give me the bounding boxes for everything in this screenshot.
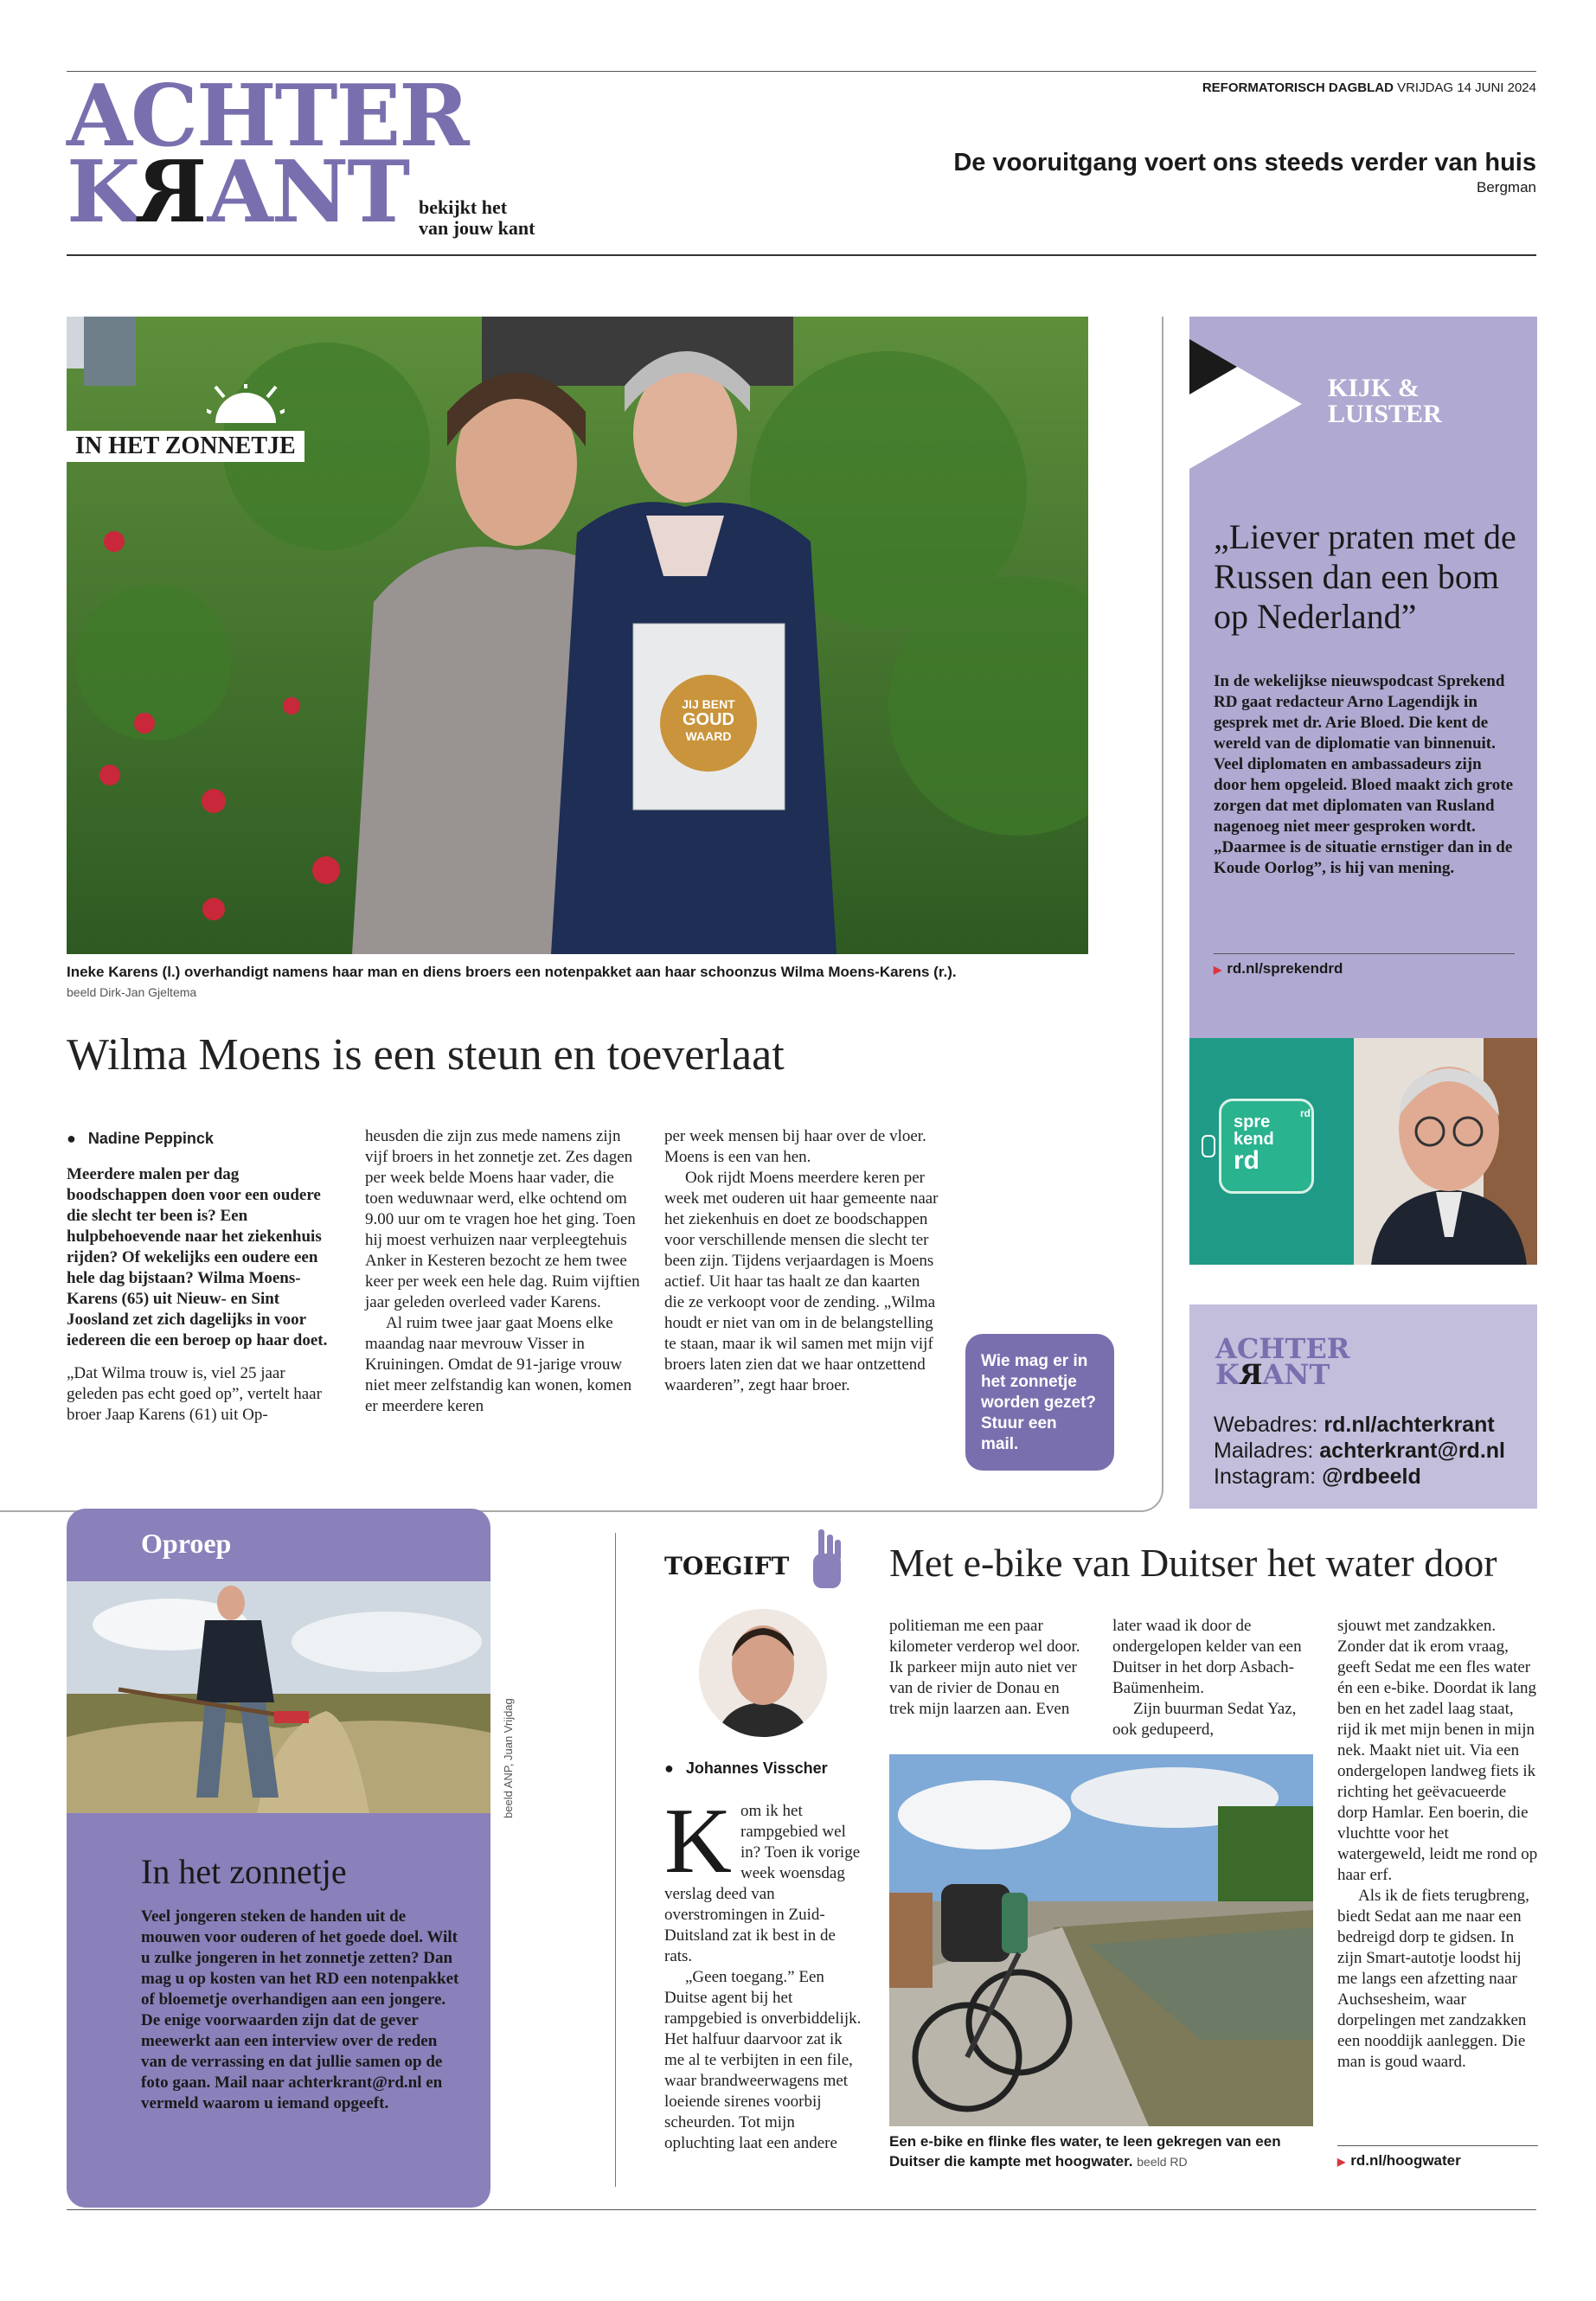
toegift-col-2 [889,1616,1081,1720]
insta-label: Instagram: [1214,1465,1317,1489]
main-author: ● Nadine Peppinck [67,1130,214,1147]
podcast-image [1189,1038,1537,1265]
contact-logo-2: KRANT [1215,1358,1330,1391]
hoogwater-link-text: rd.nl/hoogwater [1350,2152,1461,2169]
ebike-caption-text: Een e-bike en flinke fles water, te leen gekregen van een Duitser die kampte met hoogwater. [889,2133,1281,2170]
insta-value[interactable]: @rdbeeld [1322,1465,1421,1489]
podcast-guest-photo [1354,1038,1537,1265]
oproep-title: In het zonnetje [141,1852,347,1891]
podcast-logo-1: spre [1234,1112,1271,1131]
mail-label: Mailadres: [1214,1439,1314,1463]
callout-box[interactable] [965,1334,1114,1471]
main-col2-p1: heusden die zijn zus mede namens zijn vijf broers in het zonnetje zet. Zes dagen per week belde Moens haar vader, die toen weduwnaar werd, elke ochtend om 9.00 uur om te vragen hoe het ging. Toen hij moest verhuizen naar verpleegtehuis Anker in Kesteren bezocht ze hem twee keer per week een hele dag. Ruim vijftien jaar geleden overleed vader Karens. [365,1127,640,1311]
thumbs-up-icon [808,1529,846,1590]
toegift-dropcap: K [664,1790,732,1893]
paper-dateline [1202,80,1536,95]
bag-label [672,697,745,743]
mail-value[interactable]: achterkrant@rd.nl [1319,1439,1505,1463]
toegift-col2-text: politieman me een paar kilometer verderop wel door. Ik parkeer mijn auto niet ver van de rivier de Donau en trek mijn laarzen aan. Even [889,1617,1080,1718]
author-avatar [699,1609,827,1737]
paper-name: REFORMATORISCH DAGBLAD [1202,80,1394,95]
contact-logo [1215,1332,1350,1391]
main-col-2 [365,1126,644,1417]
bag-text-3: WAARD [685,729,732,743]
main-col3-p1: per week mensen bij haar over de vloer. Moens is een van hen. [664,1127,926,1166]
bag-text-1: JIJ BENT [682,697,735,711]
kijk-label-2: LUISTER [1328,400,1442,428]
main-col-1 [67,1128,335,1426]
oproep-photo [67,1581,490,1813]
toegift-headline: Met e-bike van Duitser het water door [889,1541,1497,1585]
paper-date: VRIJDAG 14 JUNI 2024 [1397,80,1536,95]
toegift-col4-p1: sjouwt met zandzakken. Zonder dat ik erom vraag, geeft Sedat me een fles water én een e-bike. Doordat ik lang ben en het zadel laag staat, rijd ik met mijn benen in mijn nek. Maakt niet uit. Via een ondergelopen landweg fiets ik richting het geëvacueerde dorp Hamlar. Een boerin, die vluchtte voor het watergeweld, leidt me rond op haar erf. [1337,1617,1538,1884]
main-headline: Wilma Moens is een steun en toeverlaat [67,1030,785,1080]
oproep-photo-graphic [67,1581,490,1813]
toegift-author-name: Johannes Visscher [685,1759,828,1777]
main-col-3 [664,1126,939,1396]
ebike-caption-credit: beeld RD [1137,2155,1188,2169]
play-icon [1189,339,1311,469]
masthead-quote-author: Bergman [1477,179,1536,195]
ebike-photo-graphic [889,1754,1313,2126]
toegift-col3-p2: Zijn buurman Sedat Yaz, ook gedupeerd, [1112,1700,1297,1739]
kijk-label-1: KIJK & [1328,374,1420,402]
toegift-col1-p2: „Geen toegang.” Een Duitse agent bij het rampgebied is onverbiddelijk. Het halfuur daarvoor zat ik me al te verbijten in een file, waar brandweerwagens met loeiende sirenes voorbij scheurden. Tot mijn opluchting laat een andere [664,1968,862,2152]
web-label: Webadres: [1214,1413,1318,1437]
toegift-col1-p1: om ik het rampgebied wel in? Toen ik vorige week woensdag verslag deed van overstromingen in Zuid-Duitsland zat ik best in de rats. [664,1802,861,1965]
tagline-2: van jouw kant [419,217,535,239]
main-photo [67,317,1088,954]
main-caption-text: Ineke Karens (l.) overhandigt namens haar man en diens broers een notenpakket aan haar schoonzus Wilma Moens-Karens (r.). [67,964,957,980]
kijk-body: In de wekelijkse nieuwspodcast Sprekend RD gaat redacteur Arno Lagendijk in gesprek met dr. Arie Bloed. Die kent de wereld van de diplomatie van binnenuit. Veel diplomaten en ambassadeurs zijn door hem opgeleid. Bloed maakt zich grote zorgen dat met diplomaten van Rusland nagenoeg niet meer gesproken wordt. „Daarmee is de situatie ernstiger dan in de Koude Oorlog”, is hij van mening. [1214,672,1514,877]
oproep-header: Oproep [141,1528,232,1559]
contact-lines [1214,1412,1505,1490]
main-col1-text: „Dat Wilma trouw is, viel 25 jaar geleden pas echt goed op”, vertelt haar broer Jaap Karens (61) uit Op- [67,1364,322,1424]
contact-insta [1214,1464,1505,1490]
kijk-quote: „Liever praten met de Russen dan een bom op Nederland” [1214,517,1516,636]
oproep-box [67,1509,490,2208]
kijk-luister-box [1189,317,1537,1038]
toegift-col-3 [1112,1616,1311,1740]
sprekendrd-link[interactable]: ▶ rd.nl/sprekendrd [1214,960,1343,977]
masthead-quote: De vooruitgang voert ons steeds verder van huis [953,149,1536,176]
web-value[interactable]: rd.nl/achterkrant [1324,1413,1495,1437]
logo-line-2: KRANT [67,143,409,242]
main-caption [67,962,966,1003]
ebike-photo [889,1754,1313,2126]
sprekendrd-link-text: rd.nl/sprekendrd [1227,960,1343,977]
logo-line-1: ACHTER [67,67,468,166]
main-intro: Meerdere malen per dag boodschappen doen voor een oudere die slecht ter been is? Een hulpbehoevende naar het ziekenhuis rijden? Of wekelijks een oudere een hele dag bijstaan? Wilma Moens-Karens (65) uit Nieuw- en Sint Joosland zet zich dagelijks in voor iedereen die een beroep op haar doet. [67,1165,328,1349]
toegift-col3-p1: later waad ik door de ondergelopen kelder van een Duitser in het dorp Asbach-Baümenheim. [1112,1617,1302,1697]
toegift-col-4 [1337,1616,1538,2073]
ebike-caption [889,2131,1322,2172]
masthead-logo [67,67,468,242]
main-caption-credit: beeld Dirk-Jan Gjeltema [67,985,197,999]
contact-box [1189,1304,1537,1509]
main-col2-p2: Al ruim twee jaar gaat Moens elke maandag naar mevrouw Visser in Kruiningen. Omdat de 91-jarige vrouw niet meer zelfstandig kan wonen, komen er meerdere keren [365,1314,632,1415]
podcast-logo-small: rd [1300,1107,1311,1119]
contact-web [1214,1412,1505,1438]
hoogwater-link[interactable]: ▶ rd.nl/hoogwater [1337,2152,1461,2169]
kijk-label [1328,375,1442,427]
oproep-photo-credit: beeld ANP, Juan Vrijdag [502,1698,515,1818]
callout-text: Wie mag er in het zonnetje worden gezet? Stuur een mail. [981,1352,1097,1453]
sun-icon [207,384,285,423]
zonnetje-badge: IN HET ZONNETJE [67,431,304,462]
main-col3-p2: Ook rijdt Moens meerdere keren per week met ouderen uit haar gemeente naar het ziekenhuis en doet ze boodschappen voor verschillende mensen die slecht ter been zijn. Tijdens verjaardagen is Moens actief. Uit haar tas haalt ze dan kaarten die ze verkoopt voor de zending. „Wilma houdt er niet van om in de belangstelling te staan, maar ik wil samen met mijn vijf broers laten zien dat we haar ontzettend waarderen”, zegt haar broer. [664,1169,939,1394]
toegift-col-1 [664,1790,865,2154]
podcast-logo-3: rd [1234,1146,1259,1175]
contact-logo-1: ACHTER [1215,1332,1350,1365]
main-author-name: Nadine Peppinck [87,1130,214,1147]
tagline-1: bekijkt het [419,196,508,218]
toegift-author: ● Johannes Visscher [664,1759,828,1777]
contact-mail [1214,1438,1505,1464]
masthead-tagline [419,197,535,239]
toegift-col4-p2: Als ik de fiets terugbreng, biedt Sedat aan me naar een bedreigd dorp te gidsen. In zijn Smart-autotje loodst hij me langs een afzetting naar Auchsesheim, waar dorpelingen met zandzakken een nooddijk aanleggen. Die man is goud waard. [1337,1887,1529,2071]
podcast-logo-2: kend [1234,1130,1274,1149]
microphone-icon [1202,1135,1215,1157]
toegift-label: TOEGIFT [664,1552,790,1580]
oproep-body: Veel jongeren steken de handen uit de mouwen voor ouderen of het goede doel. Wilt u zulke jongeren in het zonnetje zetten? Dan mag u op kosten van het RD een notenpakket of bloemetje overhandigen aan een jongere. De enige voorwaarden zijn dat de gever meewerkt aan een interview over de reden van de verrassing en dat jullie samen op de foto gaan. Mail naar achterkrant@rd.nl en vermeld waarom u iemand opgeeft. [141,1907,459,2112]
bag-text-2: GOUD [683,710,734,729]
